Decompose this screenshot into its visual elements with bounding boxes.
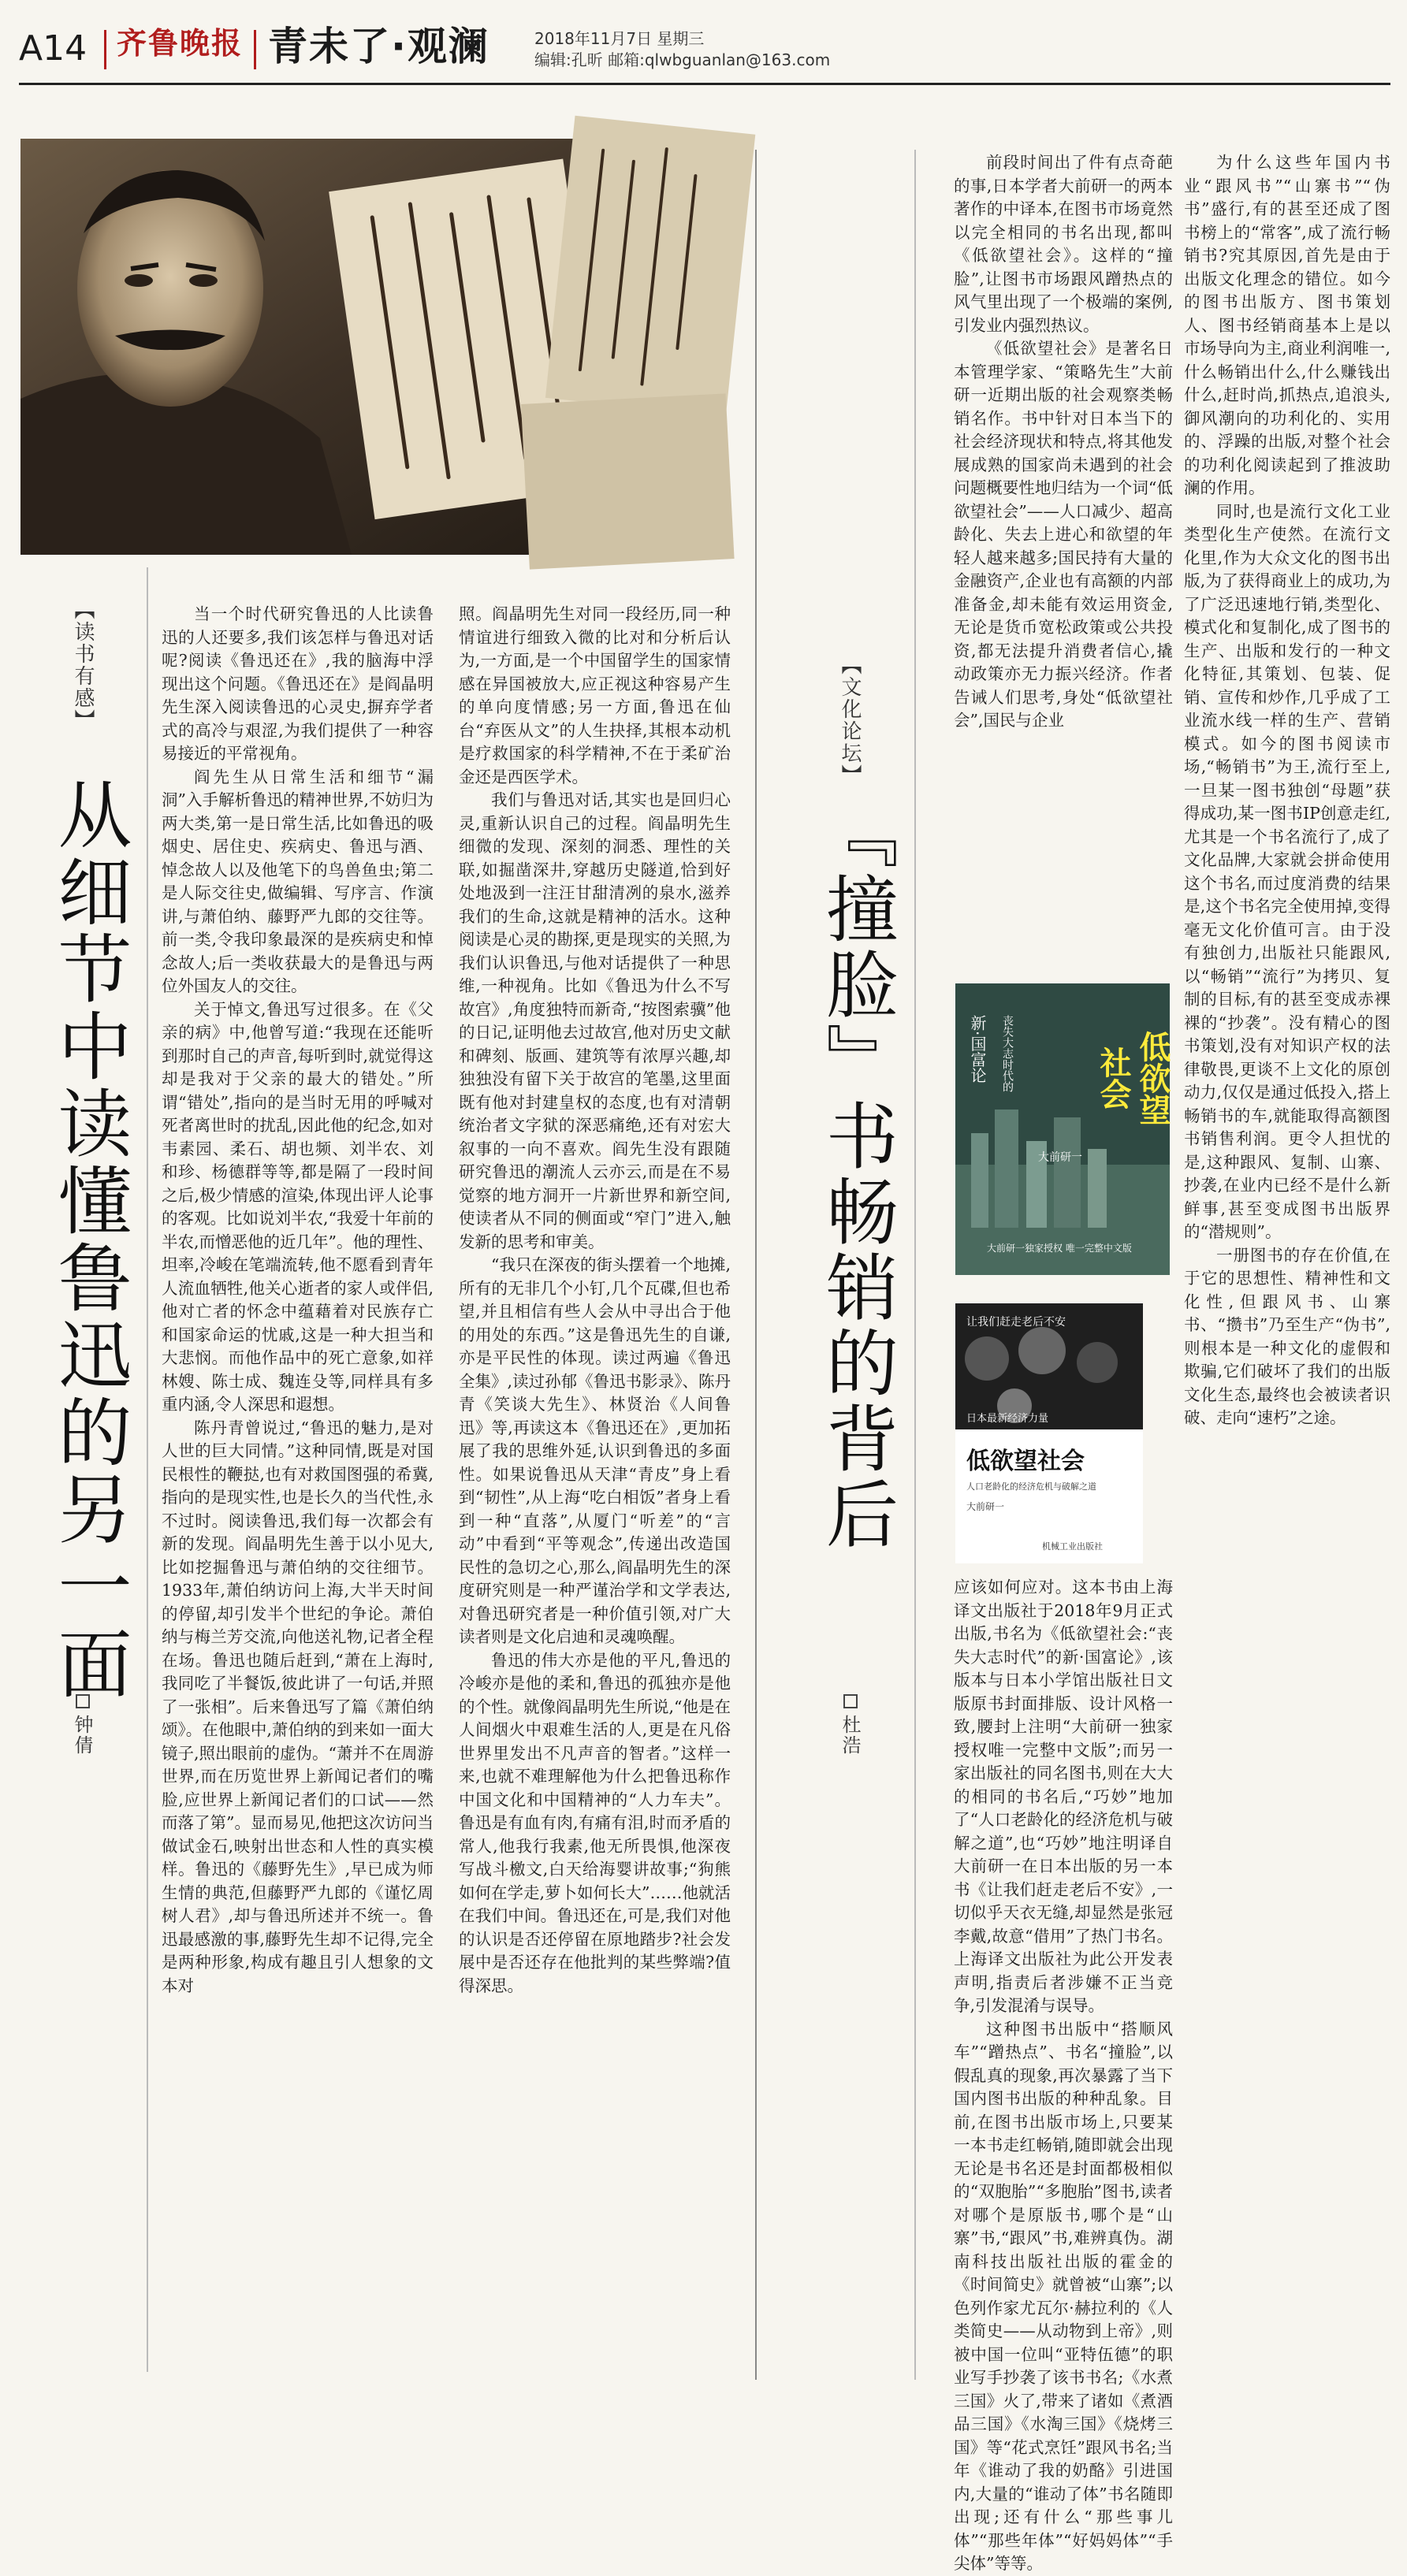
article2-kicker: 【文化论坛】	[838, 654, 862, 786]
article1-title: 从细节中读懂鲁迅的另一面	[45, 776, 131, 1703]
paragraph: 关于悼文,鲁迅写过很多。在《父亲的病》中,他曾写道:“我现在还能听到那时自己的声音,每听到时,就觉得这却是我对于父亲的最大的错处。”所谓“错处”,指向的是当时无用的呼喊对死者离世时的扰乱,因此他的纪念,如对韦素园、柔石、胡也频、刘半农、刘和珍、杨德群等等,都是隔了一段时间之后,极少情感的渲染,体现出评人论事的客观。比如说刘半农,“我爱十年前的半农,而憎恶他的近几年”。他的理性、坦率,冷峻在笔端流转,他不愿看到青年人流血牺牲,他关心逝者的家人或伴侣,他对亡者的怀念中蕴藉着对民族存亡和国家命运的忧戚,这是一种大担当和大悲悯。而他作品中的死亡意象,如祥林嫂、陈士成、魏连殳等,同样具有多重内涵,令人深思和遐想。	[162, 999, 434, 1414]
paragraph: 为什么这些年国内书业“跟风书”“山寨书”“伪书”盛行,有的甚至还成了图书榜上的“常客”,成了流行畅销书?究其原因,首先是由于出版文化理念的错位。如今的图书出版方、图书策划人、图书经销商基本上是以市场导向为主,商业利润唯一,什么畅销出什么,什么赚钱出什么,赶时尚,抓热点,追浪头,御风潮向的功利化的、实用的、浮躁的出版,对整个社会的功利化阅读起到了推波助澜的作用。	[1184, 153, 1390, 497]
book-b-subtitle: 人口老龄化的经济危机与破解之道	[966, 1481, 1096, 1492]
article-photo	[20, 139, 714, 555]
header-divider-2	[254, 30, 256, 69]
paragraph: 阎先生从日常生活和细节“漏洞”入手解析鲁迅的精神世界,不妨归为两大类,第一是日常生活,比如鲁迅的吸烟史、居住史、疾病史、鲁迅与酒、悼念故人以及他笔下的鸟兽鱼虫;第二是人际交往史,做编辑、写序言、作演讲,与萧伯纳、藤野严九郎的交往等。前一类,令我印象最深的是疾病史和悼念故人;后一类收获最大的是鲁迅与两位外国友人的交往。	[162, 767, 434, 995]
book-b-tag: 日本最新经济力量	[966, 1413, 1049, 1425]
article2-title: 『撞脸』书畅销的背后	[814, 796, 899, 1552]
paragraph: 鲁迅的伟大亦是他的平凡,鲁迅的冷峻亦是他的柔和,鲁迅的孤独亦是他的个性。就像阎晶明先生所说,“他是在人间烟火中艰难生活的人,更是在凡俗世界里发出不凡声音的智者。”这样一来,也就不难理解他为什么把鲁迅称作中国文化和中国精神的“人力车夫”。鲁迅是有血有肉,有痛有泪,时而矛盾的常人,他我行我素,他无所畏惧,他深夜写战斗檄文,白天给海婴讲故事;“狗熊如何在学走,萝卜如何长大”……他就活在我们中间。鲁迅还在,可是,我们对他的认识是否还停留在原地踏步?社会发展中是否还存在他批判的某些弊端?值得深思。	[459, 1650, 731, 1995]
header-meta	[534, 28, 830, 71]
book-cover-b	[955, 1303, 1143, 1563]
photo-illustration	[20, 139, 714, 555]
section-title: 青未了·观澜	[268, 24, 489, 69]
paragraph: 陈丹青曾说过,“鲁迅的魅力,是对人世的巨大同情。”这种同情,既是对国民根性的鞭挞,也有对救国图强的希冀,指向的是现实性,也是长久的当代性,永不过时。阅读鲁迅,我们每一次都会有新的发现。阎晶明先生善于以小见大,比如挖掘鲁迅与萧伯纳的交往细节。1933年,萧伯纳访问上海,大半天时间的停留,却引发半个世纪的争论。萧伯纳与梅兰芳交流,向他送礼物,记者全程在场。鲁迅也随后赶到,“萧在上海时,我同吃了半餐饭,彼此讲了一句话,并照了一张相”。后来鲁迅写了篇《萧伯纳颂》。在他眼中,萧伯纳的到来如一面大镜子,照出眼前的虚伪。“萧并不在周游世界,而在历览世界上新闻记者们的嘴脸,应世界上新闻记者们的口试——然而落了第”。显而易见,他把这次访问当做试金石,映射出世态和人性的真实模样。鲁迅的《藤野先生》,早已成为师生情的典范,但藤野严九郎的《谨忆周树人君》,却与鲁迅所述并不统一。鲁迅最感激的事,藤野先生却不记得,完全是两种形象,构成有趣且引人想象的文本对	[162, 1418, 434, 1995]
book-a-author: 大前研一	[1038, 1151, 1082, 1164]
book-cover-b-art	[955, 1303, 1143, 1563]
book-b-author: 大前研一	[966, 1501, 1005, 1512]
paragraph: 我们与鲁迅对话,其实也是回归心灵,重新认识自己的过程。阎晶明先生细微的发现、深刻的洞悉、理性的关联,如掘凿深井,穿越历史隧道,恰到好处地汲到一注汪甘甜清冽的泉水,滋养我们的生命,这就是精神的活水。这种阅读是心灵的勘探,更是现实的关照,为我们认识鲁迅,与他对话提供了一种思维,一种视角。比如《鲁迅为什么不写故宫》,角度独特而新奇,“按图索骥”他的日记,证明他去过故宫,他对历史文献和碑刻、版画、建筑等有浓厚兴趣,却独独没有留下关于故宫的笔墨,这里面既有他对封建皇权的态度,也有对清朝统治者文字狱的深恶痛绝,还有对宏大叙事的一向不喜欢。阎先生没有跟随研究鲁迅的潮流人云亦云,而是在不易觉察的地方洞开一片新世界和新空间,使读者从不同的侧面或“窄门”进入,触发新的思考和审美。	[459, 790, 731, 1251]
book-a-series: 新·国富论	[968, 1015, 987, 1084]
article1-column-1	[162, 603, 434, 2392]
paragraph: 这种图书出版中“搭顺风车”“蹭热点”、书名“撞脸”,以假乱真的现象,再次暴露了当下国内图书出版的种种乱象。目前,在图书出版市场上,只要某一本书走红畅销,随即就会出现无论是书名还是封面都极相似的“双胞胎”“多胞胎”图书,读者对哪个是原版书,哪个是“山寨”书,“跟风”书,难辨真伪。湖南科技出版社出版的霍金的《时间简史》就曾被“山寨”;以色列作家尤瓦尔·赫拉利的《人类简史——从动物到上帝》,则被中国一位叫“亚特伍德”的职业写手抄袭了该书书名;《水煮三国》火了,带来了诸如《煮酒品三国》《水淘三国》《烧烤三国》等“花式烹饪”跟风书名;当年《谁动了我的奶酪》引进国内,大量的“谁动了体”书名随即出现;还有什么“那些事儿体”“那些年体”“好妈妈体”“手尖体”等等。	[954, 2019, 1173, 2573]
column-divider-2	[914, 150, 916, 2380]
newspaper-brand: 齐鲁晚报	[117, 25, 244, 61]
byline-marker	[76, 1694, 90, 1708]
article1-column-2	[459, 603, 731, 2392]
column-divider	[147, 567, 148, 2372]
book-cover-a	[955, 983, 1170, 1275]
book-a-subtitle: 社会	[1095, 1046, 1131, 1110]
article1-byline: 钟倩	[71, 1715, 93, 1756]
article1-kicker: 【读书有感】	[71, 599, 95, 731]
paragraph: 一册图书的存在价值,在于它的思想性、精神性和文化性,但跟风书、山寨书、“攒书”乃至生产“伪书”,则根本是一种文化的虚假和欺骗,它们破坏了我们的出版文化生态,最终也会被读者识破、走向“速朽”之途。	[1184, 1245, 1390, 1427]
article2-column-1-bottom	[954, 1576, 1173, 2573]
byline-marker-2	[843, 1694, 858, 1708]
paragraph: 前段时间出了件有点奇葩的事,日本学者大前研一的两本著作的中译本,在图书市场竟然以完全相同的书名出现,都叫《低欲望社会》。这样的“撞脸”,让图书市场跟风蹭热点的风气里出现了一个极端的案例,引发业内强烈热议。	[954, 153, 1173, 335]
paragraph: “我只在深夜的街头摆着一个地摊,所有的无非几个小钉,几个瓦碟,但也希望,并且相信有些人会从中寻出合于他的用处的东西。”这是鲁迅先生的自谦,亦是平民性的体现。读过两遍《鲁迅全集》,读过孙郁《鲁迅书影录》、陈丹青《笑谈大先生》、林贤治《人间鲁迅》等,再读这本《鲁迅还在》,更加拓展了我的思维外延,认识到鲁迅的多面性。如果说鲁迅从天津“青皮”身上看到“韧性”,从上海“吃白相饭”者身上看到一种“直落”,从厦门“听差”的“言动”中看到“平等观念”,传递出改造国民性的急切之心,那么,阎晶明先生的深度研究则是一种严谨治学和文学表达,对鲁迅研究者是一种价值引领,对广大读者则是文化启迪和灵魂唤醒。	[459, 1255, 731, 1646]
paragraph: 照。阎晶明先生对同一段经历,同一种情谊进行细致入微的比对和分析后认为,一方面,是一个中国留学生的国家情感在异国被放大,应正视这种容易产生的单向度情感;另一方面,鲁迅在仙台“弃医从文”的人生抉择,其根本动机是疗救国家的科学精神,不在于柔矿治金还是西医学术。	[459, 604, 731, 786]
article2-column-2	[1184, 151, 1390, 2388]
article-divider	[755, 150, 757, 2380]
paragraph: 同时,也是流行文化工业类型化生产使然。在流行文化里,作为大众文化的图书出版,为了获得商业上的成功,为了广泛迅速地行销,类型化、模式化和复制化,成了图书的生产、出版和发行的一种文化特征,其策划、包装、促销、宣传和炒作,几乎成了工业流水线一样的生产、营销模式。如今的图书阅读市场,“畅销书”为王,流行至上,一旦某一图书独创“母题”获得成功,某一图书IP创意走红,尤其是一个书名流行了,成了文化品牌,大家就会拼命使用这个书名,而过度消费的结果是,这个书名完全使用掉,变得毫无文化价值可言。由于没有独创力,出版社只能跟风,以“畅销”“流行”为拷贝、复制的目标,有的甚至变成赤裸裸的“抄袭”。没有精心的图书策划,没有对知识产权的法律敬畏,更谈不上文化的原创动力,仅仅是通过低投入,搭上畅销书的车,就能取得高额图书销售利润。更令人担忧的是,这种跟风、复制、山寨、抄袭,在业内已经不是什么新鲜事,甚至变成图书出版界的“潜规则”。	[1184, 501, 1390, 1241]
article2-byline: 杜浩	[839, 1715, 861, 1756]
book-b-top: 让我们赶走老后不安	[966, 1316, 1066, 1329]
issue-date: 2018年11月7日 星期三	[534, 29, 705, 48]
page-number: A14	[19, 28, 87, 69]
paragraph: 应该如何应对。这本书由上海译文出版社于2018年9月正式出版,书名为《低欲望社会:“丧失大志时代”的新·国富论》,该版本与日本小学馆出版社日文版原书封面排版、设计风格一致,腰封上注明“大前研一独家授权唯一完整中文版”;而另一家出版社的同名图书,则在大大的相同的书名后,“巧妙”地加了“人口老龄化的经济危机与破解之道”,也“巧妙”地注明译自大前研一在日本出版的另一本书《让我们赶走老后不安》,一切似乎天衣无缝,却显然是张冠李戴,故意“借用”了热门书名。上海译文出版社为此公开发表声明,指责后者涉嫌不正当竞争,引发混淆与误导。	[954, 1578, 1173, 2015]
book-b-title: 低欲望社会	[966, 1448, 1085, 1475]
book-a-foot: 大前研一独家授权 唯一完整中文版	[987, 1243, 1132, 1254]
book-b-publisher: 机械工业出版社	[1042, 1541, 1103, 1552]
paragraph: 当一个时代研究鲁迅的人比读鲁迅的人还要多,我们该怎样与鲁迅对话呢?阅读《鲁迅还在》,我的脑海中浮现出这个问题。《鲁迅还在》是阎晶明先生深入阅读鲁迅的心灵史,摒弃学者式的高冷与艰涩,为我们提供了一种容易接近的平常视角。	[162, 604, 434, 763]
book-cover-a-art	[955, 983, 1170, 1275]
article2-column-1-top	[954, 151, 1173, 971]
header-rule	[19, 83, 1390, 85]
book-a-title: 低欲望	[1134, 1031, 1171, 1125]
header-divider	[104, 30, 106, 69]
book-a-small: 丧失大志时代的	[1001, 1015, 1014, 1092]
editor-contact: 编辑:孔昕 邮箱:qlwbguanlan@163.com	[534, 50, 831, 69]
paragraph: 《低欲望社会》是著名日本管理学家、“策略先生”大前研一近期出版的社会观察类畅销名作。书中针对日本当下的社会经济现状和特点,将其他发展成熟的国家尚未遇到的社会问题概要性地归结为一个词“低欲望社会”——人口减少、超高龄化、失去上进心和欲望的年轻人越来越多;国民持有大量的金融资产,企业也有高额的内部准备金,却未能有效运用资金,无论是货币宽松政策或公共投资,都无法提升消费者信心,撬动政策亦无力振兴经济。作者告诫人们思考,身处“低欲望社会”,国民与企业	[954, 339, 1173, 730]
